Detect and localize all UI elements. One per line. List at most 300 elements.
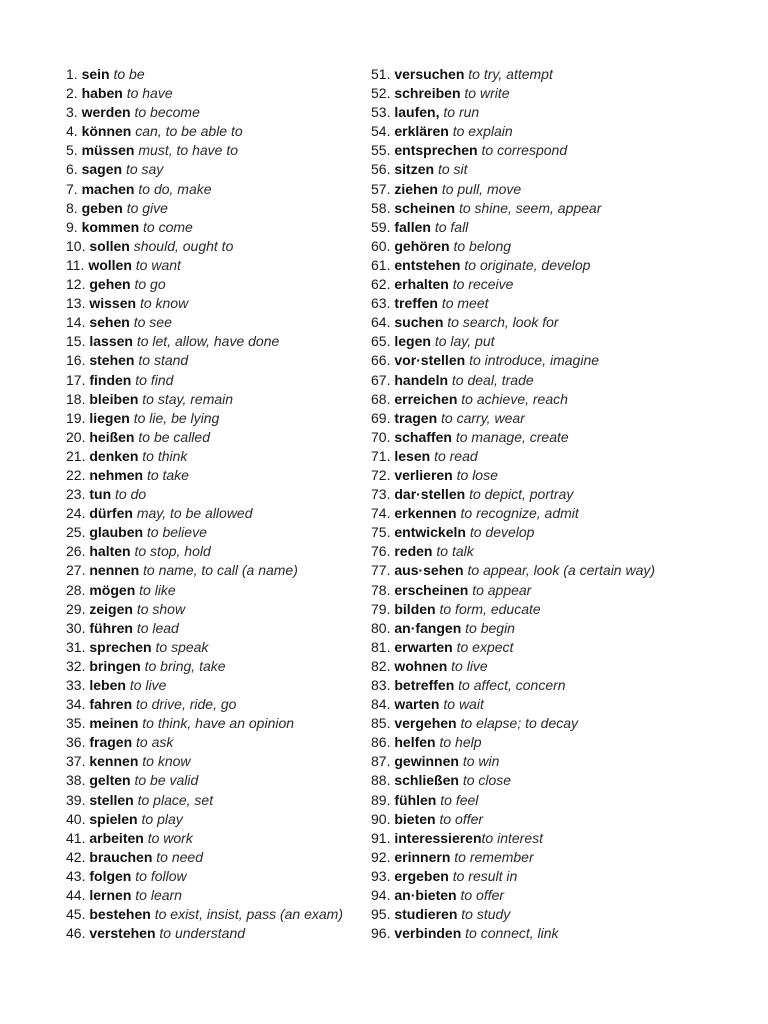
entry-number: 44.	[66, 887, 86, 904]
entry-number: 73.	[371, 486, 391, 503]
verb-entry	[66, 676, 382, 695]
german-verb: kommen	[81, 218, 140, 235]
entry-number: 42.	[66, 848, 86, 865]
german-verb: entsprechen	[394, 142, 478, 159]
english-meaning: to know	[139, 295, 189, 312]
english-meaning: to let, allow, have done	[136, 333, 280, 350]
german-verb: lassen	[89, 333, 133, 350]
entry-number: 4.	[66, 123, 78, 140]
entry-number: 20.	[66, 428, 86, 445]
entry-number: 72.	[371, 466, 391, 483]
german-verb: lesen	[394, 447, 431, 464]
german-verb: an·fangen	[394, 619, 462, 636]
english-meaning: to take	[146, 466, 189, 483]
verb-entry	[66, 657, 382, 676]
german-verb: schließen	[394, 772, 459, 789]
verb-entry	[66, 714, 382, 733]
english-meaning: to bring, take	[144, 657, 226, 674]
entry-number: 9.	[66, 218, 78, 235]
german-verb: verstehen	[89, 925, 156, 942]
german-verb: sollen	[89, 237, 130, 254]
german-verb: werden	[81, 104, 131, 121]
german-verb: verbinden	[394, 925, 462, 942]
entry-number: 28.	[66, 581, 86, 598]
english-meaning: to win	[462, 753, 500, 770]
english-meaning: to know	[142, 753, 191, 770]
german-verb: laufen,	[394, 104, 440, 121]
verb-entry	[371, 122, 675, 141]
entry-number: 59.	[371, 218, 391, 235]
english-meaning: to lead	[136, 619, 179, 636]
german-verb: erklären	[394, 123, 449, 140]
german-verb: sein	[81, 66, 110, 82]
entry-number: 78.	[371, 581, 391, 598]
english-meaning: to correspond	[481, 142, 568, 159]
english-meaning: to live	[451, 657, 488, 674]
german-verb: spielen	[89, 810, 138, 827]
verb-entry	[66, 504, 382, 523]
german-verb: tragen	[394, 409, 438, 426]
verb-entry	[66, 371, 382, 390]
entry-number: 27.	[66, 562, 86, 579]
verb-entry	[66, 199, 382, 218]
german-verb: führen	[89, 619, 133, 636]
german-verb: gehen	[89, 276, 131, 293]
english-meaning: to show	[136, 600, 186, 617]
entry-number: 68.	[371, 390, 391, 407]
verb-entry	[371, 237, 675, 256]
english-meaning: to begin	[465, 619, 515, 636]
verb-entry	[66, 867, 382, 886]
entry-number: 15.	[66, 333, 86, 350]
verb-entry	[66, 122, 382, 141]
english-meaning: to result in	[452, 867, 518, 884]
entry-number: 76.	[371, 543, 391, 560]
entry-number: 31.	[66, 638, 86, 655]
verb-entry	[371, 199, 675, 218]
german-verb: bilden	[394, 600, 436, 617]
entry-number: 6.	[66, 161, 78, 178]
verb-entry	[371, 504, 675, 523]
entry-number: 58.	[371, 199, 391, 216]
english-meaning: to achieve, reach	[461, 390, 568, 407]
verb-entry	[66, 447, 382, 466]
entry-number: 96.	[371, 925, 391, 942]
verb-entry	[66, 581, 382, 600]
entry-number: 55.	[371, 142, 391, 159]
verb-entry	[371, 84, 675, 103]
entry-number: 62.	[371, 276, 391, 293]
german-verb: erinnern	[394, 848, 451, 865]
english-meaning: to see	[133, 314, 172, 331]
german-verb: schreiben	[394, 85, 461, 102]
entry-number: 43.	[66, 867, 86, 884]
english-meaning: to stand	[138, 352, 189, 369]
german-verb: sitzen	[394, 161, 435, 178]
entry-number: 56.	[371, 161, 391, 178]
german-verb: machen	[81, 180, 135, 197]
english-meaning: to carry, wear	[441, 409, 525, 426]
english-meaning: to pull, move	[441, 180, 522, 197]
entry-number: 40.	[66, 810, 86, 827]
entry-number: 35.	[66, 715, 86, 732]
german-verb: helfen	[394, 734, 436, 751]
entry-number: 54.	[371, 123, 391, 140]
verb-entry	[66, 256, 382, 275]
entry-number: 45.	[66, 906, 86, 923]
verb-entry	[371, 371, 675, 390]
english-meaning: may, to be allowed	[136, 505, 253, 522]
verb-entry	[371, 581, 675, 600]
verb-entry	[66, 829, 382, 848]
english-meaning: to connect, link	[465, 925, 559, 942]
english-meaning: to appear, look (a certain way)	[467, 562, 656, 579]
english-meaning: to fall	[434, 218, 469, 235]
english-meaning: to deal, trade	[451, 371, 534, 388]
entry-number: 69.	[371, 409, 391, 426]
german-verb: glauben	[89, 524, 144, 541]
english-meaning: to say	[125, 161, 164, 178]
english-meaning: to place, set	[137, 791, 214, 808]
german-verb: interessieren	[394, 829, 482, 846]
english-meaning: to write	[464, 85, 510, 102]
verb-entry	[66, 771, 382, 790]
german-verb: sprechen	[89, 638, 152, 655]
english-meaning: to become	[134, 104, 200, 121]
german-verb: wohnen	[394, 657, 448, 674]
entry-number: 88.	[371, 772, 391, 789]
english-meaning: can, to be able to	[135, 123, 243, 140]
verb-entry	[371, 924, 675, 943]
verb-entry	[371, 160, 675, 179]
verb-entry	[66, 466, 382, 485]
entry-number: 67.	[371, 371, 391, 388]
entry-number: 21.	[66, 447, 86, 464]
english-meaning: to study	[461, 906, 511, 923]
verb-entry	[371, 791, 675, 810]
verb-entry	[371, 180, 675, 199]
entry-number: 34.	[66, 696, 86, 713]
german-verb: geben	[81, 199, 123, 216]
verb-entry	[66, 752, 382, 771]
entry-number: 83.	[371, 677, 391, 693]
entry-number: 7.	[66, 180, 78, 197]
verb-entry	[66, 924, 382, 943]
english-meaning: to go	[134, 276, 166, 293]
verb-entry	[371, 103, 675, 122]
verb-entry	[371, 523, 675, 542]
german-verb: sagen	[81, 161, 123, 178]
entry-number: 84.	[371, 696, 391, 713]
verb-entry	[66, 791, 382, 810]
english-meaning: to work	[147, 829, 193, 846]
german-verb: gehören	[394, 237, 450, 254]
german-verb: fragen	[89, 734, 133, 751]
entry-number: 37.	[66, 753, 86, 770]
english-meaning: to do, make	[138, 180, 212, 197]
english-meaning: to ask	[136, 734, 174, 751]
entry-number: 3.	[66, 104, 78, 121]
german-verb: bieten	[394, 810, 436, 827]
entry-number: 60.	[371, 237, 391, 254]
german-verb: bleiben	[89, 390, 139, 407]
english-meaning: to elapse; to decay	[460, 715, 579, 732]
verb-entry	[371, 905, 675, 924]
entry-number: 17.	[66, 371, 86, 388]
entry-number: 65.	[371, 333, 391, 350]
entry-number: 74.	[371, 505, 391, 522]
verb-entry	[66, 313, 382, 332]
verb-entry	[66, 695, 382, 714]
german-verb: sehen	[89, 314, 130, 331]
english-meaning: to offer	[460, 887, 505, 904]
english-meaning: to come	[143, 218, 193, 235]
german-verb: suchen	[394, 314, 444, 331]
german-verb: liegen	[89, 409, 130, 426]
english-meaning: to develop	[469, 524, 535, 541]
verb-entry	[66, 619, 382, 638]
entry-number: 18.	[66, 390, 86, 407]
german-verb: scheinen	[394, 199, 456, 216]
english-meaning: to sit	[437, 161, 468, 178]
english-meaning: to follow	[135, 867, 187, 884]
verb-entry	[66, 180, 382, 199]
verb-entry	[371, 65, 675, 84]
entry-number: 26.	[66, 543, 86, 560]
english-meaning: to understand	[159, 925, 246, 942]
german-verb: nennen	[89, 562, 140, 579]
german-verb: handeln	[394, 371, 449, 388]
english-meaning: to talk	[436, 543, 474, 560]
german-verb: wissen	[89, 295, 137, 312]
entry-number: 1.	[66, 66, 78, 82]
english-meaning: to meet	[441, 295, 489, 312]
english-meaning: to think, have an opinion	[142, 715, 295, 732]
entry-number: 63.	[371, 295, 391, 312]
english-meaning: to exist, insist, pass (an exam)	[154, 906, 344, 923]
verb-entry	[371, 600, 675, 619]
english-meaning: to explain	[452, 123, 513, 140]
german-verb: aus·sehen	[394, 562, 464, 579]
entry-number: 12.	[66, 276, 86, 293]
verb-entry	[371, 542, 675, 561]
verb-entry	[371, 351, 675, 370]
verb-entry	[66, 332, 382, 351]
entry-number: 52.	[371, 85, 391, 102]
entry-number: 22.	[66, 466, 86, 483]
english-meaning: to receive	[452, 276, 514, 293]
verb-entry	[66, 237, 382, 256]
german-verb: reden	[394, 543, 433, 560]
entry-number: 25.	[66, 524, 86, 541]
verb-entry	[371, 848, 675, 867]
german-verb: warten	[394, 696, 440, 713]
english-meaning: to learn	[135, 887, 182, 904]
german-verb: meinen	[89, 715, 139, 732]
english-meaning: to feel	[440, 791, 479, 808]
english-meaning: to name, to call (a name)	[143, 562, 298, 579]
german-verb: erkennen	[394, 505, 457, 522]
german-verb: haben	[81, 85, 123, 102]
entry-number: 53.	[371, 104, 391, 121]
german-verb: fallen	[394, 218, 431, 235]
german-verb: betreffen	[394, 677, 455, 693]
entry-number: 77.	[371, 562, 391, 579]
english-meaning: to introduce, imagine	[469, 352, 600, 369]
verb-entry	[66, 103, 382, 122]
entry-number: 41.	[66, 829, 86, 846]
german-verb: ziehen	[394, 180, 438, 197]
german-verb: gelten	[89, 772, 131, 789]
german-verb: müssen	[81, 142, 135, 159]
german-verb: dürfen	[89, 505, 133, 522]
english-meaning: to run	[443, 104, 480, 121]
verb-entry	[371, 714, 675, 733]
english-meaning: must, to have to	[138, 142, 238, 159]
english-meaning: to like	[139, 581, 176, 598]
verb-entry	[371, 638, 675, 657]
english-meaning: to speak	[155, 638, 209, 655]
verb-entry	[371, 867, 675, 886]
verb-entry	[66, 733, 382, 752]
entry-number: 32.	[66, 657, 86, 674]
german-verb: fahren	[89, 696, 133, 713]
english-meaning: to wait	[443, 696, 484, 713]
verb-entry	[66, 905, 382, 924]
verb-entry	[371, 771, 675, 790]
german-verb: finden	[89, 371, 132, 388]
german-verb: fühlen	[394, 791, 437, 808]
verb-entry	[66, 810, 382, 829]
german-verb: wollen	[88, 256, 132, 273]
english-meaning: to lay, put	[434, 333, 495, 350]
entry-number: 24.	[66, 505, 86, 522]
verb-entry	[66, 141, 382, 160]
english-meaning: to believe	[146, 524, 207, 541]
verb-entry	[371, 313, 675, 332]
english-meaning: to affect, concern	[458, 677, 566, 693]
english-meaning: to interest	[481, 829, 544, 846]
entry-number: 79.	[371, 600, 391, 617]
english-meaning: to remember	[454, 848, 534, 865]
english-meaning: to want	[135, 256, 181, 273]
verb-entry	[371, 829, 675, 848]
german-verb: stehen	[89, 352, 135, 369]
german-verb: treffen	[394, 295, 438, 312]
english-meaning: to be valid	[134, 772, 199, 789]
german-verb: mögen	[89, 581, 136, 598]
entry-number: 95.	[371, 906, 391, 923]
german-verb: erhalten	[394, 276, 449, 293]
entry-number: 94.	[371, 887, 391, 904]
verb-entry	[371, 218, 675, 237]
german-verb: dar·stellen	[394, 486, 466, 503]
entry-number: 66.	[371, 352, 391, 369]
german-verb: folgen	[89, 867, 132, 884]
verb-list-right-column	[371, 65, 675, 943]
german-verb: brauchen	[89, 848, 153, 865]
german-verb: arbeiten	[89, 829, 144, 846]
english-meaning: to be	[113, 66, 145, 82]
entry-number: 19.	[66, 409, 86, 426]
verb-entry	[371, 619, 675, 638]
verb-entry	[66, 294, 382, 313]
german-verb: vergehen	[394, 715, 457, 732]
english-meaning: to appear	[472, 581, 532, 598]
verb-entry	[371, 390, 675, 409]
english-meaning: to shine, seem, appear	[458, 199, 602, 216]
verb-entry	[66, 65, 382, 84]
entry-number: 33.	[66, 677, 86, 693]
german-verb: stellen	[89, 791, 134, 808]
german-verb: zeigen	[89, 600, 133, 617]
verb-entry	[371, 466, 675, 485]
english-meaning: to manage, create	[455, 428, 569, 445]
verb-entry	[66, 523, 382, 542]
english-meaning: to recognize, admit	[460, 505, 579, 522]
entry-number: 36.	[66, 734, 86, 751]
english-meaning: to belong	[453, 237, 512, 254]
english-meaning: to lose	[456, 466, 498, 483]
english-meaning: to expect	[456, 638, 514, 655]
english-meaning: to be called	[138, 428, 210, 445]
verb-entry	[66, 600, 382, 619]
english-meaning: to have	[126, 85, 173, 102]
verb-entry	[371, 733, 675, 752]
verb-entry	[371, 294, 675, 313]
verb-entry	[371, 428, 675, 447]
entry-number: 86.	[371, 734, 391, 751]
entry-number: 71.	[371, 447, 391, 464]
verb-entry	[66, 218, 382, 237]
entry-number: 93.	[371, 867, 391, 884]
entry-number: 29.	[66, 600, 86, 617]
verb-entry	[66, 886, 382, 905]
english-meaning: to drive, ride, go	[136, 696, 237, 713]
german-verb: studieren	[394, 906, 458, 923]
entry-number: 30.	[66, 619, 86, 636]
german-verb: gewinnen	[394, 753, 459, 770]
entry-number: 70.	[371, 428, 391, 445]
entry-number: 91.	[371, 829, 391, 846]
verb-entry	[66, 561, 382, 580]
entry-number: 64.	[371, 314, 391, 331]
entry-number: 16.	[66, 352, 86, 369]
verb-entry	[66, 351, 382, 370]
entry-number: 75.	[371, 524, 391, 541]
english-meaning: should, ought to	[133, 237, 234, 254]
german-verb: versuchen	[394, 66, 465, 82]
entry-number: 92.	[371, 848, 391, 865]
entry-number: 2.	[66, 85, 78, 102]
entry-number: 11.	[66, 256, 85, 273]
german-verb: verlieren	[394, 466, 453, 483]
german-verb: lernen	[89, 887, 132, 904]
german-verb: ergeben	[394, 867, 449, 884]
entry-number: 39.	[66, 791, 86, 808]
entry-number: 90.	[371, 810, 391, 827]
entry-number: 10.	[66, 237, 86, 254]
english-meaning: to try, attempt	[468, 66, 553, 82]
entry-number: 81.	[371, 638, 391, 655]
english-meaning: to form, educate	[439, 600, 541, 617]
english-meaning: to lie, be lying	[133, 409, 220, 426]
german-verb: an·bieten	[394, 887, 457, 904]
german-verb: entstehen	[394, 256, 461, 273]
entry-number: 89.	[371, 791, 391, 808]
german-verb: bringen	[89, 657, 141, 674]
verb-entry	[66, 409, 382, 428]
